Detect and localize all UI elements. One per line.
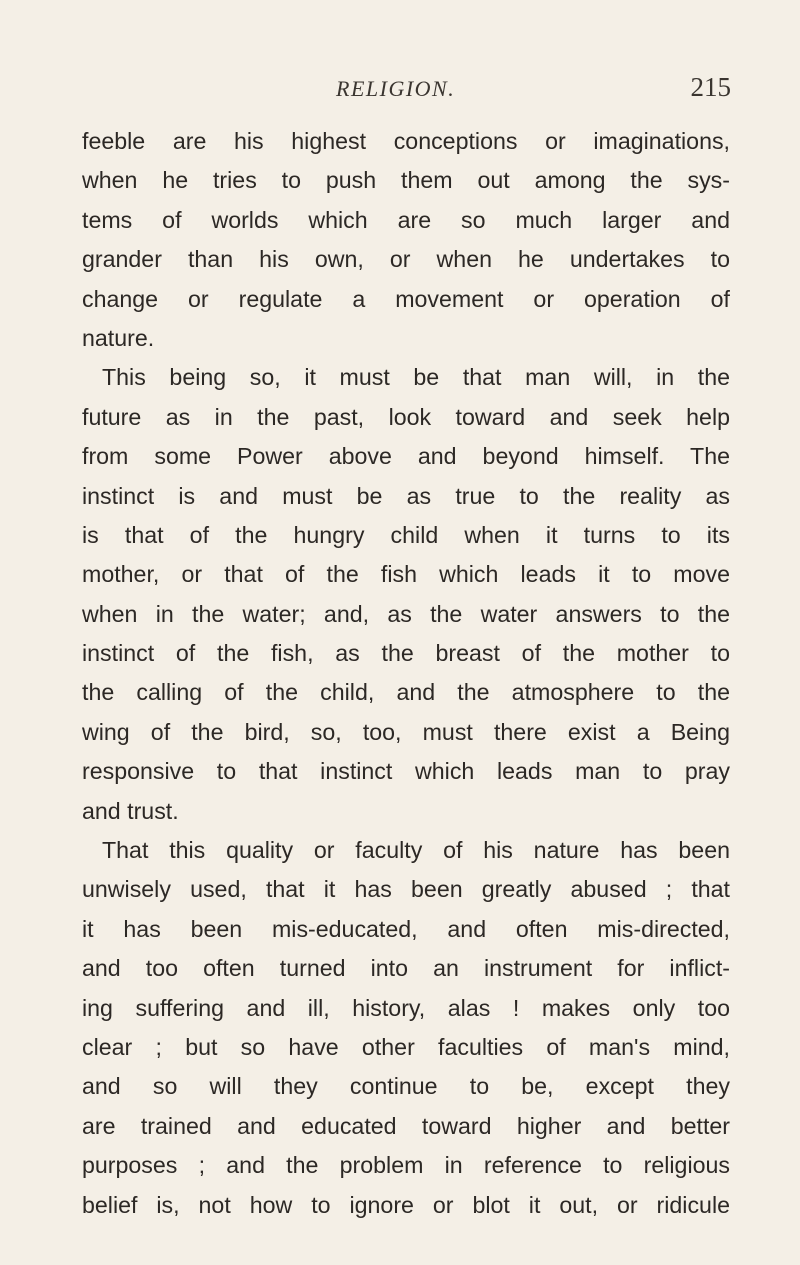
text-line: mother, or that of the fish which leads it to move xyxy=(82,561,730,588)
text-line: instinct is and must be as true to the reality as xyxy=(82,482,730,509)
paragraph-end-line: nature. xyxy=(82,324,155,351)
text-line: tems of worlds which are so much larger and xyxy=(82,206,730,233)
paragraph-start-line: This being so, it must be that man will, in the xyxy=(102,364,730,391)
text-line: grander than his own, or when he undertakes to xyxy=(82,246,730,273)
text-line: belief is, not how to ignore or blot it out, or ridicule xyxy=(82,1191,730,1218)
text-line: instinct of the fish, as the breast of the mother to xyxy=(82,640,730,667)
text-line: is that of the hungry child when it turns to its xyxy=(82,521,730,548)
text-line: and too often turned into an instrument for inflict- xyxy=(82,955,730,982)
text-line: are trained and educated toward higher and better xyxy=(82,1112,730,1139)
paragraph-end-line: and trust. xyxy=(82,797,179,824)
text-line: when in the water; and, as the water answers to the xyxy=(82,600,730,627)
text-line: ing suffering and ill, history, alas ! makes only too xyxy=(82,994,730,1021)
text-line: the calling of the child, and the atmosphere to the xyxy=(82,679,730,706)
text-line: and so will they continue to be, except they xyxy=(82,1073,730,1100)
text-line: purposes ; and the problem in reference to religious xyxy=(82,1152,730,1179)
paragraph-start-line: That this quality or faculty of his nature has been xyxy=(102,837,730,864)
text-line: responsive to that instinct which leads man to pray xyxy=(82,758,730,785)
text-line: when he tries to push them out among the sys- xyxy=(82,167,730,194)
text-line: feeble are his highest conceptions or imaginations, xyxy=(82,128,730,154)
text-line: change or regulate a movement or operation of xyxy=(82,285,730,312)
page-header xyxy=(336,72,736,110)
text-line: clear ; but so have other faculties of man's mind, xyxy=(82,1033,730,1060)
text-line: future as in the past, look toward and seek help xyxy=(82,403,730,430)
body-text xyxy=(82,122,730,1225)
text-line: unwisely used, that it has been greatly abused ; that xyxy=(82,876,730,903)
page-number: 215 xyxy=(690,72,731,102)
text-line: it has been mis-educated, and often mis-directed, xyxy=(82,915,730,942)
text-line: from some Power above and beyond himself. The xyxy=(82,443,730,470)
running-head: RELIGION. xyxy=(336,76,456,101)
text-line: wing of the bird, so, too, must there exist a Being xyxy=(82,718,730,745)
